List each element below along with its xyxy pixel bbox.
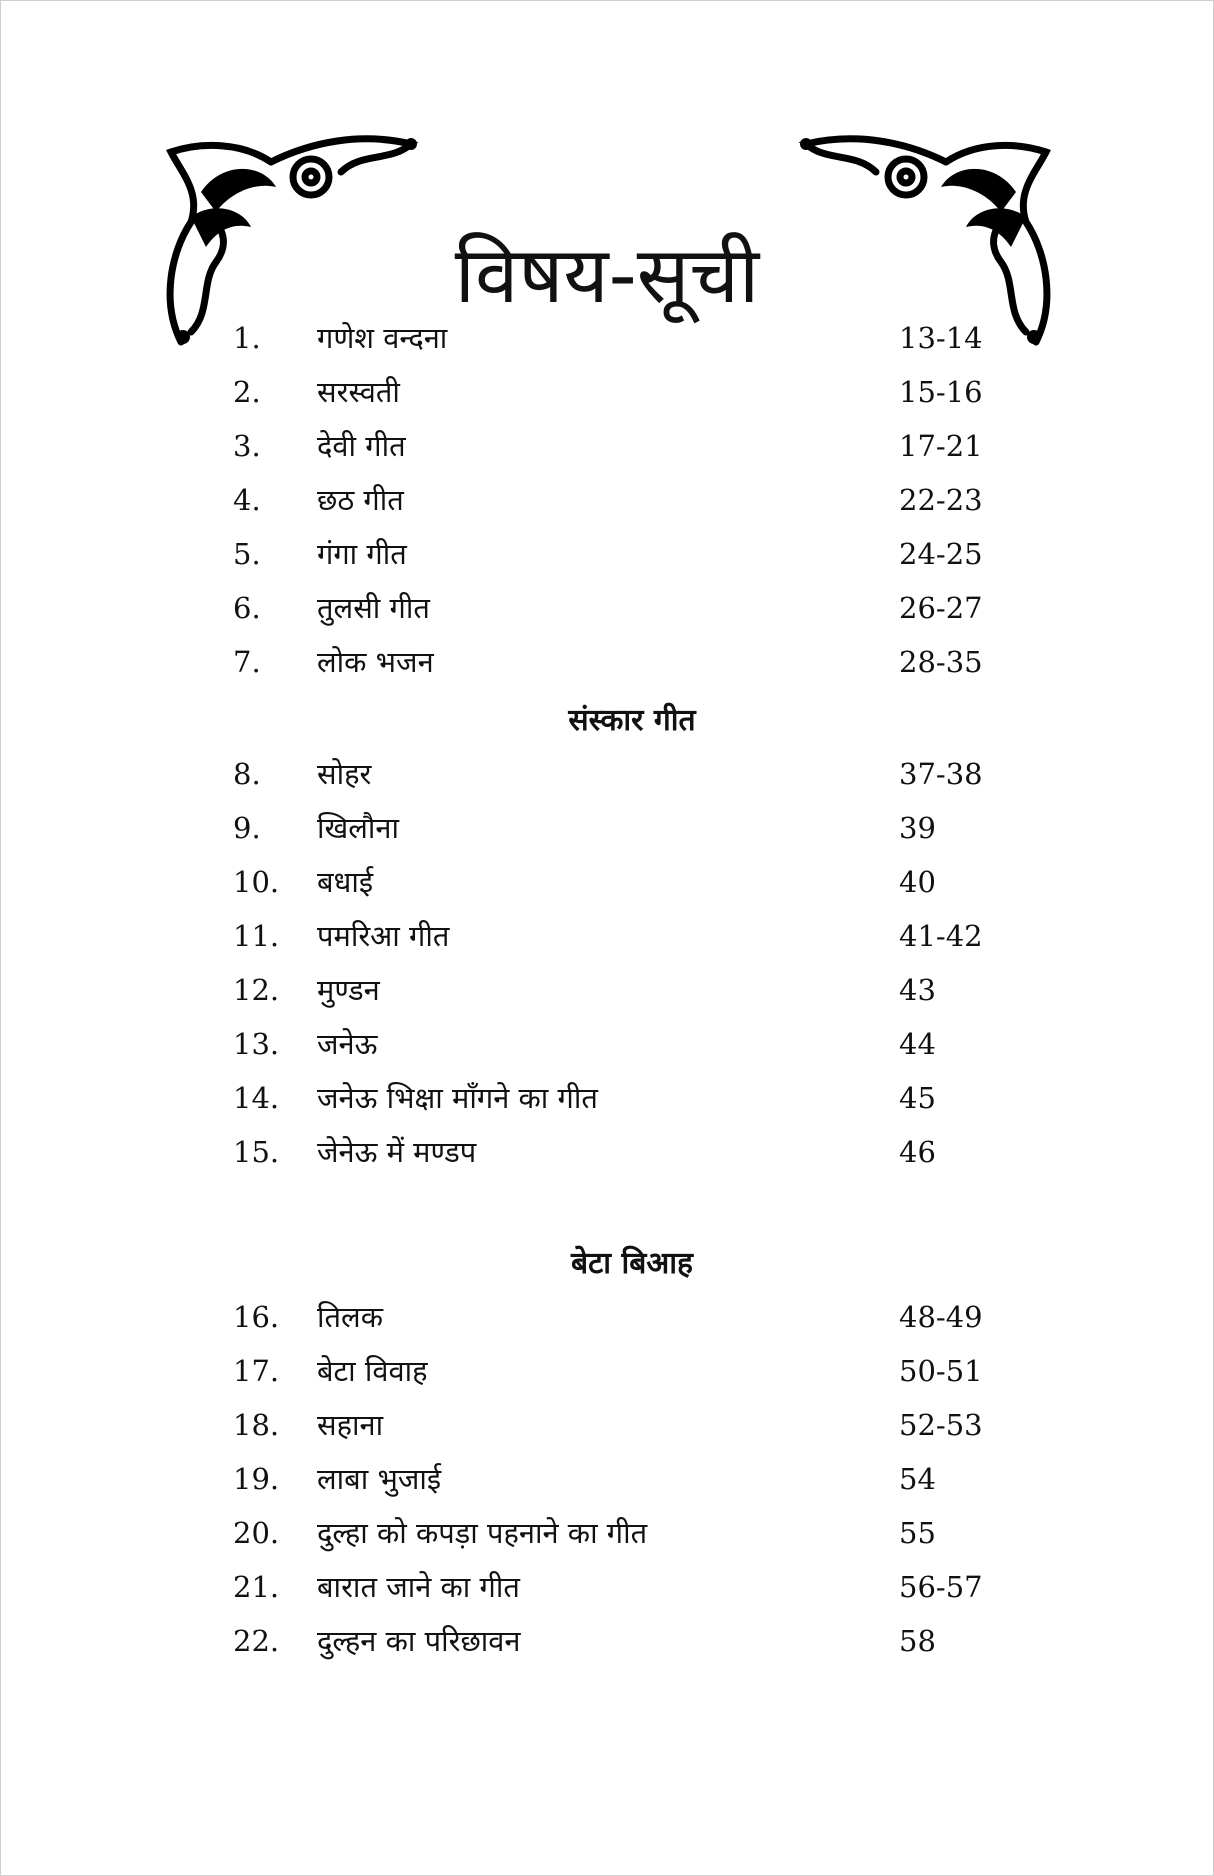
entry-title: गंगा गीत [317, 537, 407, 571]
entry-pages: 44 [899, 1027, 936, 1061]
entry-title: गणेश वन्दना [317, 321, 448, 355]
entry-title: जेनेऊ में मण्डप [317, 1135, 477, 1169]
entry-number: 9. [233, 811, 261, 845]
entry-title: तिलक [317, 1300, 383, 1334]
toc-entry [0, 473, 1214, 527]
entry-pages: 26-27 [899, 591, 983, 625]
entry-pages: 43 [899, 973, 936, 1007]
entry-title: दुल्हा को कपड़ा पहनाने का गीत [317, 1516, 648, 1550]
entry-title: सोहर [317, 757, 372, 791]
entry-pages: 40 [899, 865, 936, 899]
toc-entry [0, 635, 1214, 689]
toc-group-beta-biaah [0, 1290, 1214, 1668]
entry-pages: 45 [899, 1081, 936, 1115]
entry-pages: 17-21 [899, 429, 983, 463]
entry-title: जनेऊ भिक्षा माँगने का गीत [317, 1081, 598, 1115]
entry-pages: 48-49 [899, 1300, 983, 1334]
toc-entry [0, 909, 1214, 963]
entry-pages: 54 [899, 1462, 936, 1496]
entry-pages: 46 [899, 1135, 936, 1169]
toc-entry [0, 1398, 1214, 1452]
entry-number: 6. [233, 591, 261, 625]
entry-number: 21. [233, 1570, 280, 1604]
entry-number: 22. [233, 1624, 280, 1658]
entry-title: बधाई [317, 865, 374, 899]
entry-pages: 28-35 [899, 645, 983, 679]
entry-title: छठ गीत [317, 483, 404, 517]
entry-pages: 50-51 [899, 1354, 983, 1388]
toc-entry [0, 1506, 1214, 1560]
entry-number: 20. [233, 1516, 280, 1550]
entry-title: खिलौना [317, 811, 400, 845]
entry-pages: 37-38 [899, 757, 983, 791]
toc-entry [0, 1344, 1214, 1398]
toc-group-main [0, 311, 1214, 689]
entry-title: दुल्हन का परिछावन [317, 1624, 521, 1658]
toc-entry [0, 1452, 1214, 1506]
toc-entry [0, 801, 1214, 855]
toc-entry [0, 527, 1214, 581]
section-heading-beta-biaah: बेटा बिआह [571, 1246, 693, 1281]
entry-number: 3. [233, 429, 261, 463]
entry-title: पमरिआ गीत [317, 919, 450, 953]
entry-number: 10. [233, 865, 280, 899]
entry-number: 13. [233, 1027, 280, 1061]
entry-title: लोक भजन [317, 645, 434, 679]
entry-number: 17. [233, 1354, 280, 1388]
entry-number: 11. [233, 919, 280, 953]
entry-pages: 41-42 [899, 919, 983, 953]
toc-entry [0, 855, 1214, 909]
entry-title: देवी गीत [317, 429, 406, 463]
toc-entry [0, 747, 1214, 801]
entry-title: मुण्डन [317, 973, 380, 1007]
toc-entry [0, 1560, 1214, 1614]
entry-pages: 22-23 [899, 483, 983, 517]
entry-title: सहाना [317, 1408, 384, 1442]
entry-pages: 13-14 [899, 321, 983, 355]
page-title: विषय-सूची [454, 231, 760, 322]
entry-title: बारात जाने का गीत [317, 1570, 520, 1604]
section-heading-sanskar-geet: संस्कार गीत [568, 703, 696, 738]
toc-entry [0, 963, 1214, 1017]
toc-entry [0, 1017, 1214, 1071]
entry-number: 1. [233, 321, 261, 355]
entry-pages: 58 [899, 1624, 936, 1658]
entry-pages: 55 [899, 1516, 936, 1550]
entry-title: सरस्वती [317, 375, 400, 409]
toc-entry [0, 1071, 1214, 1125]
entry-pages: 52-53 [899, 1408, 983, 1442]
toc-entry [0, 419, 1214, 473]
toc-entry [0, 311, 1214, 365]
entry-number: 15. [233, 1135, 280, 1169]
entry-number: 19. [233, 1462, 280, 1496]
entry-pages: 24-25 [899, 537, 983, 571]
entry-number: 18. [233, 1408, 280, 1442]
entry-number: 14. [233, 1081, 280, 1115]
toc-entry [0, 1125, 1214, 1179]
toc-entry [0, 1290, 1214, 1344]
entry-number: 2. [233, 375, 261, 409]
entry-pages: 56-57 [899, 1570, 983, 1604]
entry-pages: 15-16 [899, 375, 983, 409]
entry-title: लाबा भुजाई [317, 1462, 442, 1496]
entry-title: जनेऊ [317, 1027, 378, 1061]
entry-number: 12. [233, 973, 280, 1007]
entry-number: 4. [233, 483, 261, 517]
entry-number: 16. [233, 1300, 280, 1334]
entry-number: 8. [233, 757, 261, 791]
toc-entry [0, 1614, 1214, 1668]
entry-title: बेटा विवाह [317, 1354, 428, 1388]
toc-group-sanskar-geet [0, 747, 1214, 1179]
toc-entry [0, 365, 1214, 419]
entry-number: 7. [233, 645, 261, 679]
toc-entry [0, 581, 1214, 635]
entry-number: 5. [233, 537, 261, 571]
entry-title: तुलसी गीत [317, 591, 430, 625]
entry-pages: 39 [899, 811, 936, 845]
